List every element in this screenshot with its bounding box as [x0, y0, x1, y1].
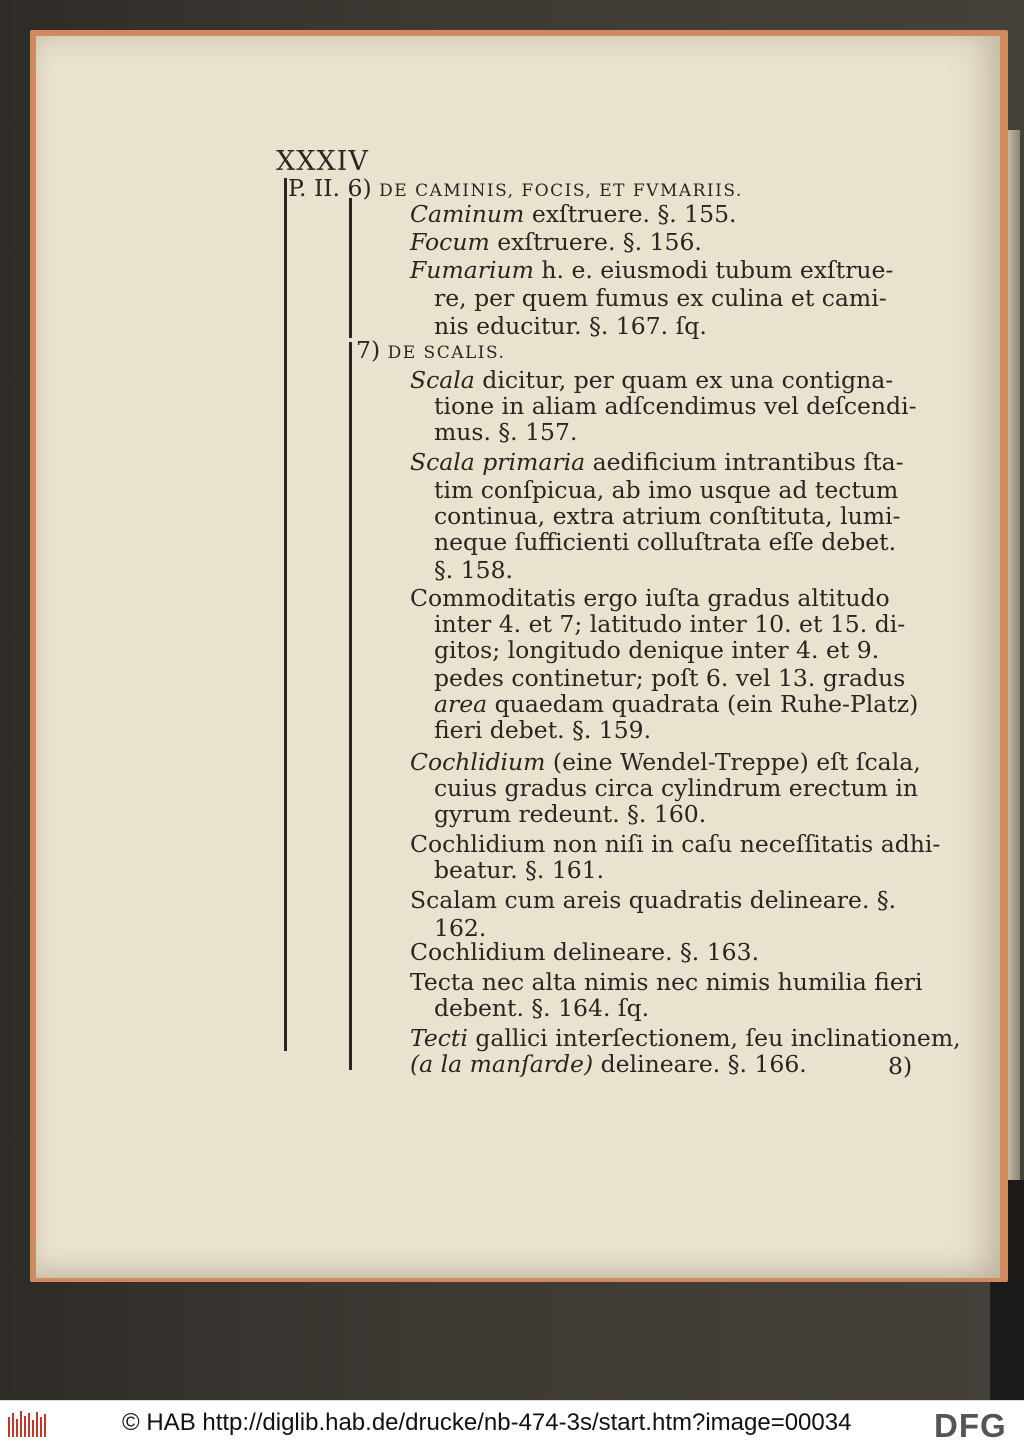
line-text: gallici interſectionem, ſeu inclinationem, [467, 1024, 961, 1052]
italic-term: Focum [410, 228, 490, 256]
rule-inner-6 [349, 198, 352, 338]
line-text: Commoditatis ergo iuſta gradus altitudo [410, 584, 890, 612]
line-text: nis educitur. §. 167. ſq. [434, 312, 707, 340]
text-line [434, 636, 879, 664]
section6-heading: DE CAMINIS, FOCIS, ET FVMARIIS. [379, 181, 743, 201]
text-line [410, 584, 890, 612]
line-text: neque ſufficienti colluſtrata eſſe debet. [434, 528, 897, 556]
italic-term: Fumarium [410, 256, 534, 284]
line-text: exſtruere. §. 156. [489, 228, 702, 256]
part-label: P. II. [288, 174, 341, 202]
text-line [434, 856, 604, 884]
text-line [410, 830, 940, 858]
italic-term: area [434, 690, 488, 718]
text-line [434, 800, 706, 828]
line-text: Tecta nec alta nimis nec nimis humilia fieri [410, 968, 923, 996]
line-text: inter 4. et 7; latitudo inter 10. et 15. di- [434, 610, 906, 638]
line-text: fieri debet. §. 159. [434, 716, 652, 744]
line-text: continua, extra atrium conſtituta, lumi- [434, 502, 901, 530]
line-text: Cochlidium delineare. §. 163. [410, 938, 760, 966]
text-line [410, 366, 893, 394]
line-text: pedes continetur; poſt 6. vel 13. gradus [434, 664, 906, 692]
text-line [410, 448, 904, 476]
dfg-logo: DFG [934, 1407, 1007, 1444]
line-text: cuius gradus circa cylindrum erectum in [434, 774, 918, 802]
line-text: debent. §. 164. ſq. [434, 994, 650, 1022]
section6-number: 6) [347, 174, 372, 202]
line-text: exſtruere. §. 155. [524, 200, 737, 228]
line-text: (eine Wendel-Treppe) eſt ſcala, [545, 748, 921, 776]
line-text: tim conſpicua, ab imo usque ad tectum [434, 476, 899, 504]
text-line [410, 748, 921, 776]
line-text: beatur. §. 161. [434, 856, 605, 884]
text-line [434, 284, 887, 312]
text-line [434, 664, 905, 692]
text-line [434, 610, 905, 638]
text-line [434, 716, 651, 744]
italic-term: Cochlidium [410, 748, 546, 776]
line-text: 162. [434, 914, 487, 942]
line-text: Scalam cum areis quadratis delineare. §. [410, 886, 897, 914]
italic-term: Tecti [410, 1024, 468, 1052]
line-text: Cochlidium non niſi in caſu neceſſitatis adhi- [410, 830, 941, 858]
line-text: §. 158. [434, 556, 514, 584]
text-line [434, 994, 649, 1022]
text-line [410, 938, 759, 966]
text-line [434, 774, 918, 802]
text-line [434, 528, 896, 556]
line-text: dicitur, per quam ex una contigna- [474, 366, 894, 394]
italic-term: (a la manſarde) [410, 1050, 594, 1078]
line-text: tione in aliam adſcendimus vel deſcendi- [434, 392, 917, 420]
text-line [410, 968, 923, 996]
text-line [434, 556, 513, 584]
catchword: 8) [888, 1052, 913, 1080]
line-text: h. e. eiusmodi tubum exſtrue- [533, 256, 894, 284]
text-line [410, 200, 737, 228]
text-line [434, 690, 918, 718]
rule-inner-7 [349, 342, 352, 1070]
text-line [410, 1024, 961, 1052]
footer-bar [0, 1400, 1024, 1449]
text-line [434, 418, 577, 446]
text-line [434, 392, 917, 420]
line-text: mus. §. 157. [434, 418, 578, 446]
line-text: aedificium intrantibus ſta- [585, 448, 904, 476]
line-text: delineare. §. 166. [593, 1050, 807, 1078]
page-number: XXXIV [276, 146, 369, 177]
line-text: re, per quem fumus ex culina et cami- [434, 284, 887, 312]
text-line [410, 228, 702, 256]
copyright-url[interactable]: © HAB http://diglib.hab.de/drucke/nb-474-3s/start.htm?image=00034 [122, 1409, 852, 1436]
italic-term: Scala primaria [410, 448, 586, 476]
italic-term: Caminum [410, 200, 525, 228]
section7-header [356, 336, 505, 367]
barcode-icon [8, 1411, 48, 1439]
line-text: quaedam quadrata (ein Ruhe-Platz) [487, 690, 919, 718]
rule-outer [284, 178, 287, 1051]
text-line [410, 886, 896, 914]
section7-heading: DE SCALIS. [387, 343, 506, 363]
section7-number: 7) [356, 336, 381, 364]
text-line [410, 1050, 807, 1078]
line-text: gyrum redeunt. §. 160. [434, 800, 707, 828]
line-text: gitos; longitudo denique inter 4. et 9. [434, 636, 880, 664]
italic-term: Scala [410, 366, 475, 394]
text-line [410, 256, 893, 284]
text-line [434, 476, 898, 504]
text-line [434, 502, 901, 530]
